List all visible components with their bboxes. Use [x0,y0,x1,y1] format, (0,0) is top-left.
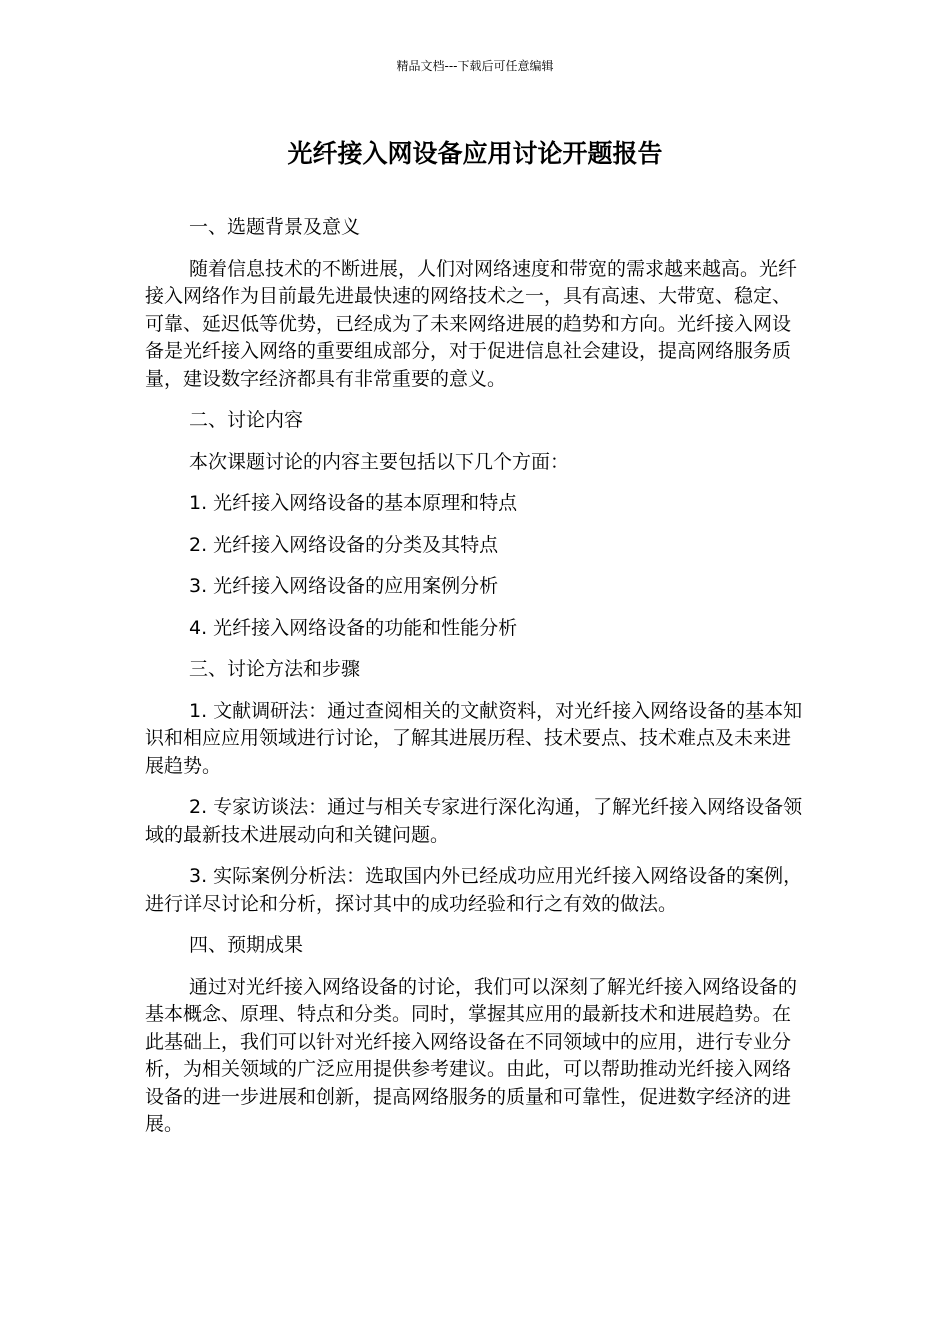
list-item-content-4: 4. 光纤接入网络设备的功能和性能分析 [189,616,518,639]
paragraph-background: 随着信息技术的不断进展，人们对网络速度和带宽的需求越来越高。光纤接入网络作为目前最先进最快速的网络技术之一，具有高速、大带宽、稳定、可靠、延迟低等优势，已经成为了未来网络进展的趋势和方向。光纤接入网设备是光纤接入网络的重要组成部分，对于促进信息社会建设，提高网络服务质量，建设数字经济都具有非常重要的意义。 [145,257,798,390]
list-item-content-1: 1. 光纤接入网络设备的基本原理和特点 [189,492,518,514]
document-title: 光纤接入网设备应用讨论开题报告 [287,139,663,168]
list-item-method-2: 2. 专家访谈法：通过与相关专家进行深化沟通，了解光纤接入网络设备领域的最新技术进展动向和关键问题。 [145,796,803,846]
list-item-content-3: 3. 光纤接入网络设备的应用案例分析 [189,575,499,597]
section-heading-outcomes: 四、预期成果 [189,934,304,956]
page-header: 精品文档---下载后可任意编辑 [396,59,554,73]
section-heading-background: 一、选题背景及意义 [189,216,361,238]
section-heading-content: 二、讨论内容 [189,409,304,431]
paragraph-outcomes: 通过对光纤接入网络设备的讨论，我们可以深刻了解光纤接入网络设备的基本概念、原理、特点和分类。同时，掌握其应用的最新技术和进展趋势。在此基础上，我们可以针对光纤接入网络设备在不同领域中的应用，进行专业分析，为相关领域的广泛应用提供参考建议。由此，可以帮助推动光纤接入网络设备的进一步进展和创新，提高网络服务的质量和可靠性，促进数字经济的进展。 [145,975,798,1135]
paragraph-content-intro: 本次课题讨论的内容主要包括以下几个方面： [189,450,570,473]
list-item-content-2: 2. 光纤接入网络设备的分类及其特点 [189,533,499,556]
section-heading-methods: 三、讨论方法和步骤 [189,658,361,680]
list-item-method-3: 3. 实际案例分析法：选取国内外已经成功应用光纤接入网络设备的案例，进行详尽讨论和分析，探讨其中的成功经验和行之有效的做法。 [145,865,803,915]
list-item-method-1: 1. 文献调研法：通过查阅相关的文献资料，对光纤接入网络设备的基本知识和相应应用领域进行讨论，了解其进展历程、技术要点、技术难点及未来进展趋势。 [145,699,803,777]
document-body [145,214,808,1153]
